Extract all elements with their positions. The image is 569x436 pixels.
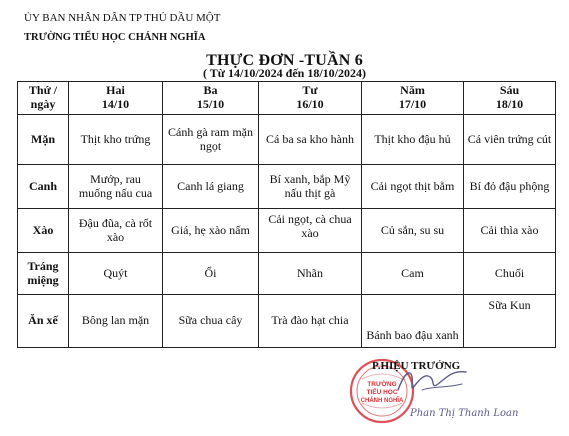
day-date: 17/10 (398, 97, 427, 111)
corner-label-day: Thứ / (28, 83, 58, 98)
stamp-line: TRƯỜNG (367, 381, 397, 388)
day-date: 14/10 (101, 97, 130, 111)
day-header-mon (69, 82, 163, 115)
weekly-menu-table (17, 81, 556, 348)
menu-cell: Sữa Kun (464, 295, 556, 348)
menu-cell: Chuối (464, 253, 556, 295)
menu-date-range: ( Từ 14/10/2024 đến 18/10/2024) (203, 66, 366, 80)
meal-label-text: Tráng (27, 258, 59, 273)
menu-cell: Cam (362, 253, 464, 295)
day-date: 16/10 (296, 97, 324, 111)
menu-cell: Cánh gà ram mặn ngọt (163, 115, 259, 165)
meal-label-text: Canh (28, 178, 57, 193)
menu-cell: Cải thìa xào (464, 209, 556, 253)
signer-name: Phan Thị Thanh Loan (410, 408, 519, 419)
meal-label (18, 209, 69, 253)
table-row-trang-mieng (18, 253, 556, 295)
meal-label-text: Mặn (31, 131, 55, 146)
day-name: Năm (400, 83, 425, 98)
handwritten-signature (392, 360, 472, 400)
school-name: TRƯỜNG TIỂU HỌC CHÁNH NGHĨA (24, 31, 206, 43)
table-row-xao (18, 209, 556, 253)
menu-title: THỰC ĐƠN -TUẦN 6 (206, 52, 363, 69)
day-header-tue (163, 82, 259, 115)
authority-name: ỦY BAN NHÂN DÂN TP THỦ DẦU MỘT (24, 12, 221, 24)
menu-cell: Đậu đũa, cà rốt xào (69, 209, 163, 253)
meal-label (18, 165, 69, 209)
day-name: Tư (302, 83, 318, 98)
menu-cell: Thịt kho đậu hủ (362, 115, 464, 165)
corner-header (18, 82, 69, 115)
menu-cell: Bí xanh, bắp Mỹ nấu thịt gà (259, 165, 362, 209)
menu-cell: Quýt (69, 253, 163, 295)
menu-cell: Cải ngọt, cà chua xào (259, 209, 362, 253)
menu-cell: Ổi (163, 253, 259, 295)
meal-label-text: Xào (32, 222, 54, 237)
meal-label (18, 295, 69, 348)
menu-cell: Bánh bao đậu xanh (362, 295, 464, 348)
table-row-an-xe (18, 295, 556, 348)
day-date: 15/10 (196, 97, 225, 111)
menu-cell: Sữa chua cây (163, 295, 259, 348)
menu-cell: Trà đào hạt chia (259, 295, 362, 348)
menu-cell: Cá ba sa kho hành (259, 115, 362, 165)
menu-cell: Cá viên trứng cút (464, 115, 556, 165)
day-header-wed (259, 82, 362, 115)
stamp-line: TIỂU HỌC (366, 389, 398, 396)
day-header-fri (464, 82, 556, 115)
menu-cell: Canh lá giang (163, 165, 259, 209)
meal-label (18, 115, 69, 165)
signer-title: P.HIỆU TRƯỞNG (372, 360, 461, 372)
table-row-canh (18, 165, 556, 209)
table-row-man (18, 115, 556, 165)
day-name: Hai (106, 83, 125, 98)
menu-cell: Cải ngọt thịt bằm (362, 165, 464, 209)
meal-label-text: Ăn xế (28, 313, 58, 328)
day-date: 18/10 (495, 97, 524, 111)
day-name: Sáu (499, 83, 520, 98)
meal-label-text: miệng (27, 272, 59, 287)
menu-cell: Bông lan mặn (69, 295, 163, 348)
menu-cell: Thịt kho trứng (69, 115, 163, 165)
menu-cell: Giá, hẹ xào nấm (163, 209, 259, 253)
menu-cell: Bí đỏ đậu phộng (464, 165, 556, 209)
menu-cell: Nhãn (259, 253, 362, 295)
table-header-row (18, 82, 556, 115)
day-name: Ba (203, 83, 218, 98)
corner-label-date: ngày (30, 97, 56, 111)
menu-cell: Mướp, rau muống nấu cua (69, 165, 163, 209)
stamp-line: CHÁNH NGHĨA (360, 398, 404, 404)
document-header (24, 12, 220, 44)
meal-label (18, 253, 69, 295)
day-header-thu (362, 82, 464, 115)
menu-cell: Củ sắn, su su (362, 209, 464, 253)
